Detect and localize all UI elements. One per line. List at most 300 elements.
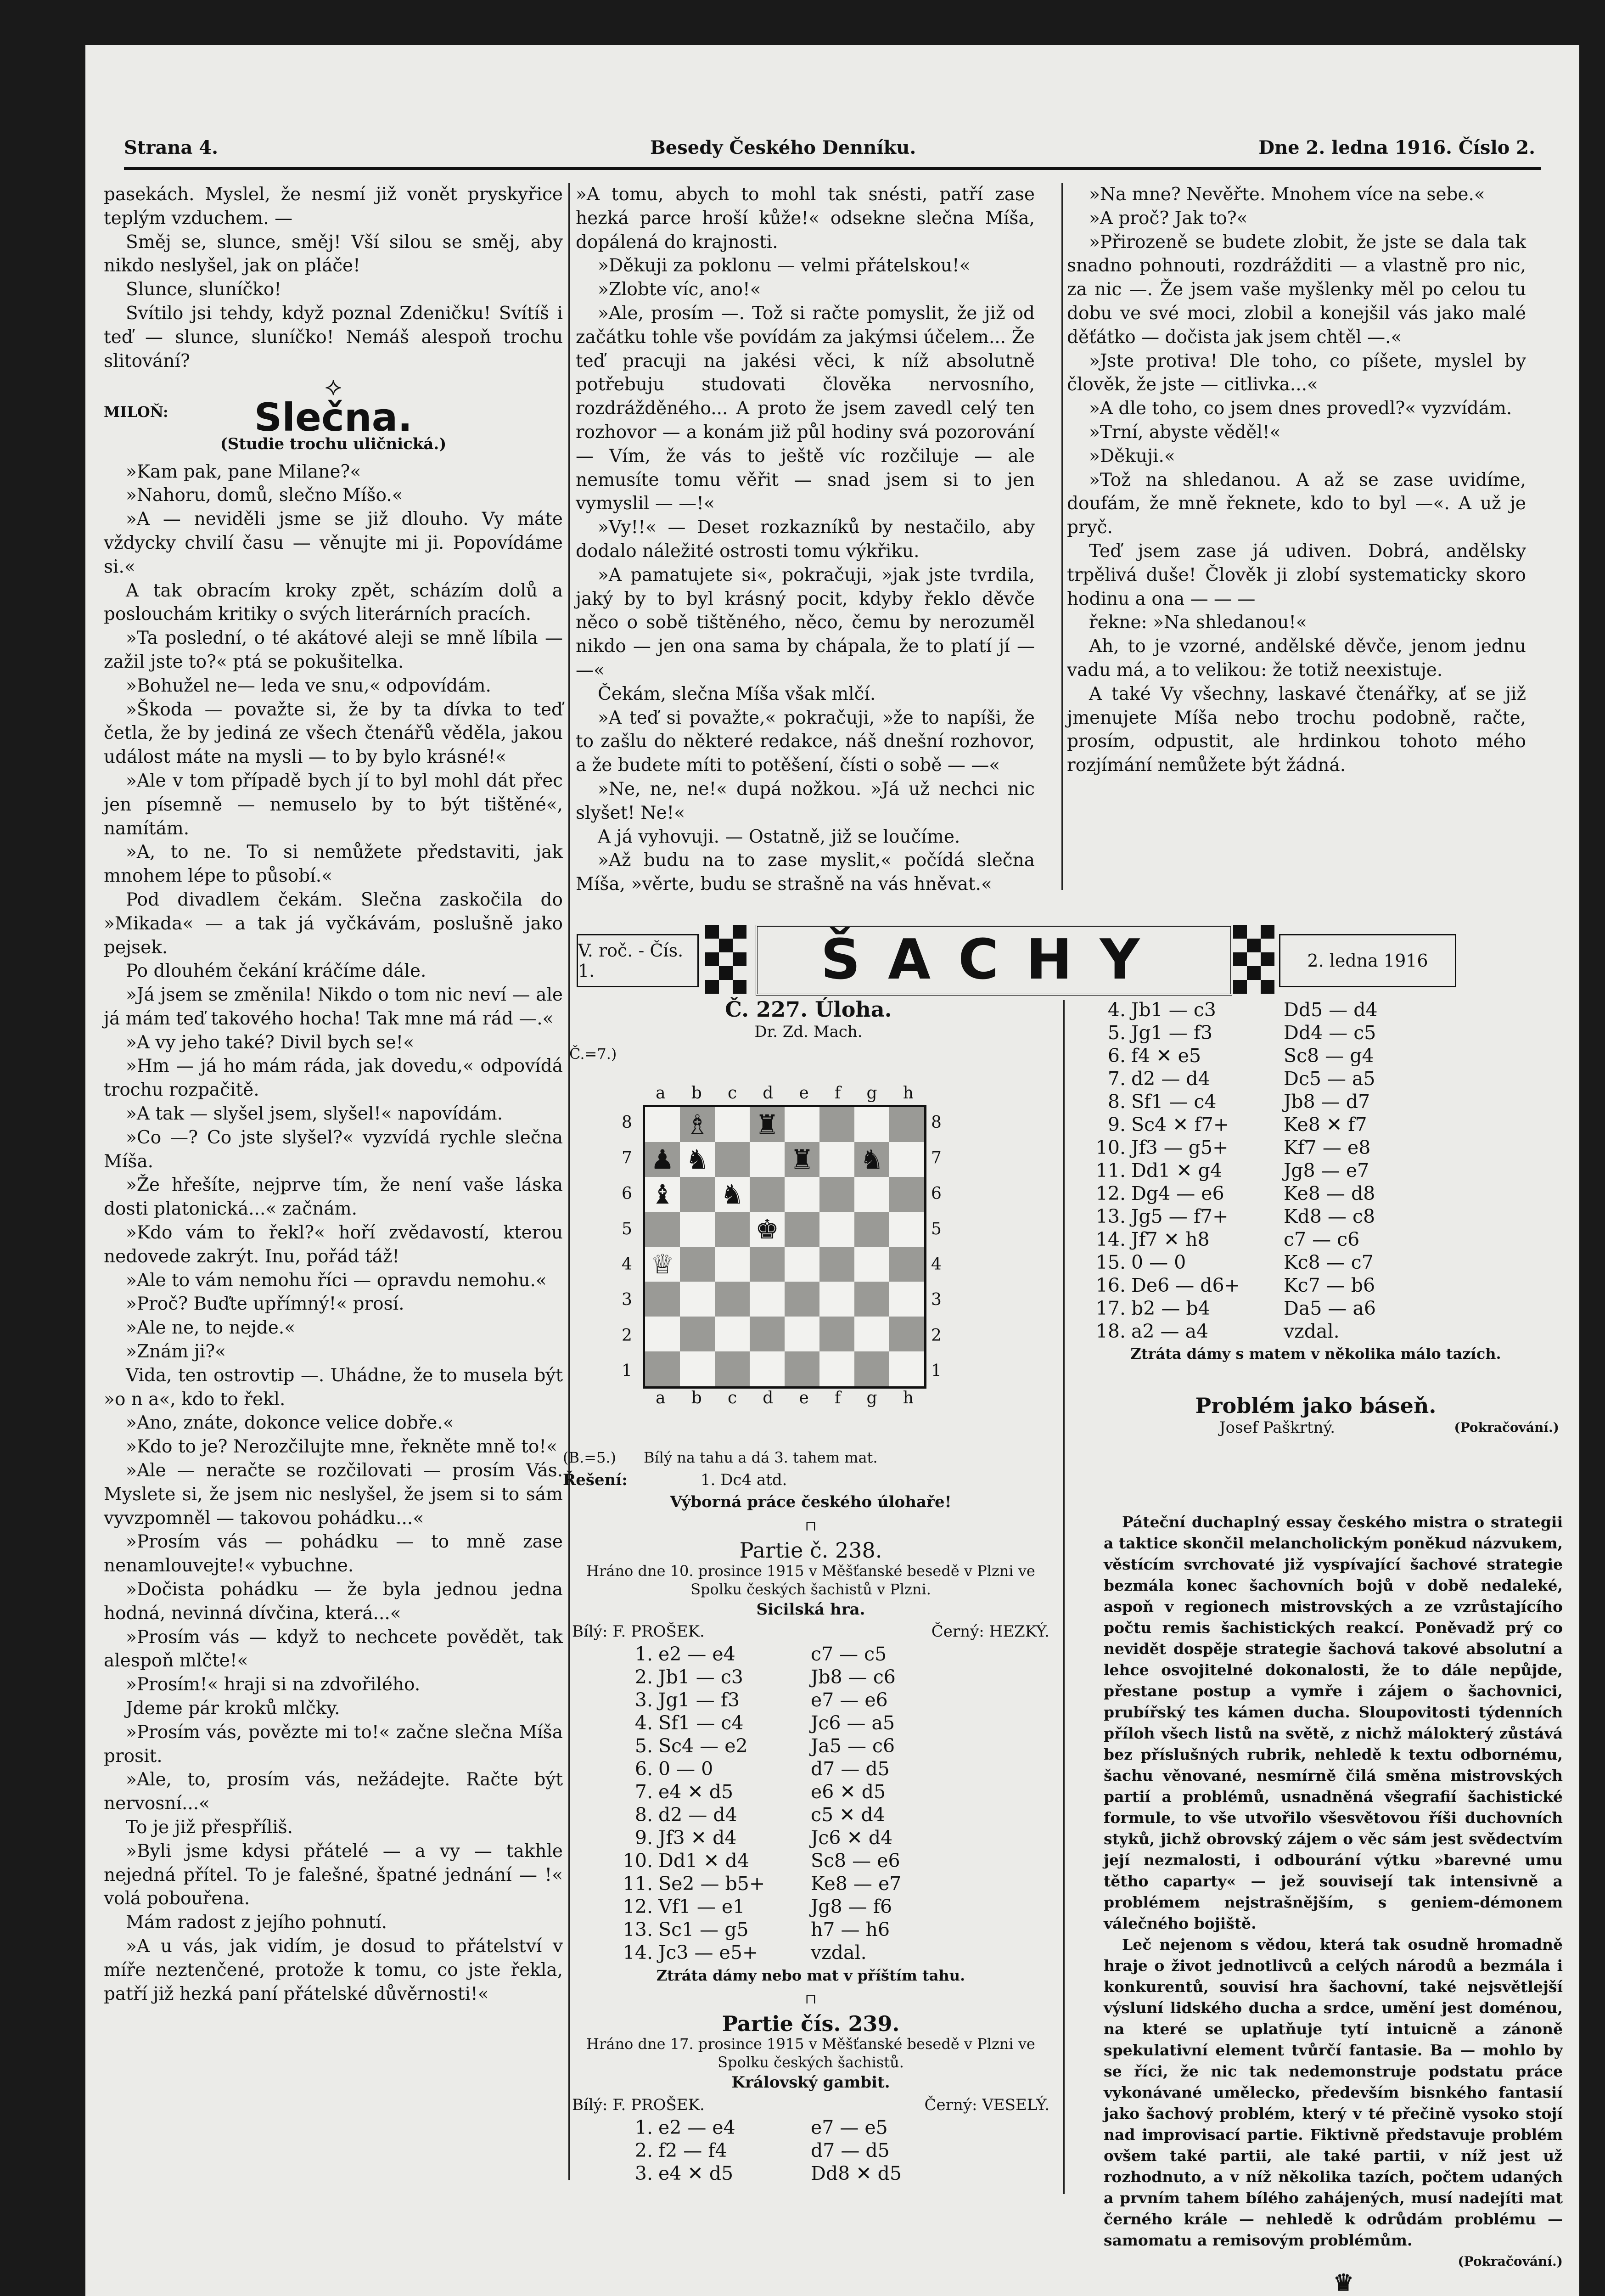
- game-238-moves: [618, 1643, 904, 1964]
- checker-ornament: [705, 925, 746, 994]
- move-row: [1091, 1044, 1381, 1067]
- move-row: [1091, 1090, 1381, 1113]
- board-square: [889, 1142, 924, 1177]
- paragraph: »Ne, ne, ne!« dupá nožkou. »Já už nechci nic slyšet! Ne!«: [576, 778, 1035, 823]
- paragraph: Jdeme pár kroků mlčky.: [126, 1698, 340, 1719]
- problem-caption: Bílý na tahu a dá 3. tahem mat.: [644, 1449, 878, 1466]
- move-row: [618, 2116, 904, 2139]
- move-number: 7.: [1107, 1067, 1126, 1090]
- story-body: [104, 460, 563, 2006]
- column-2: [576, 183, 1035, 896]
- move-row: [1091, 1205, 1381, 1228]
- paragraph: »A dle toho, co jsem dnes provedl?« vyzvídám.: [1089, 398, 1512, 419]
- move-row: [1091, 1274, 1381, 1297]
- paragraph: »Byli jsme kdysi přátelé — a vy — takhle nejedná přítel. To je falešné, špatné jednání — !« volá pobouřena.: [104, 1840, 563, 1909]
- black-move: Sc8 — g4: [1284, 1044, 1374, 1067]
- rank-label: 7: [622, 1148, 632, 1168]
- move-number: 14.: [623, 1941, 653, 1964]
- board-square: [819, 1107, 854, 1142]
- move-number: 16.: [1095, 1274, 1126, 1296]
- move-number: 1.: [634, 1643, 653, 1666]
- board-square: [854, 1247, 889, 1282]
- move-number: 6.: [634, 1758, 653, 1780]
- story-author: MILOŇ:: [104, 403, 168, 421]
- board-square: [785, 1177, 819, 1212]
- move-row: [618, 1643, 904, 1666]
- paragraph: Leč nejenom s vědou, která tak osudně hromadně hraje o život jednotlivců a celých národů a bezmála i konkurentů, souvisí hra šachovní, také nejsvětlejší výsluní lidského ducha a srdce, umění jest doménou, na které se uplatňuje tytí intuicně a zánoně spekulativní element tvůrčí fantasie. Ba — mohlo by se říci, že nic tak nedemonstruje podstatu práce vykonávané umělecko, především bisnkého fantasií jako šachový problém, který v té přečině vysoko stojí nad improvisací partie. Fiktivně představuje problém ovšem také partii, ale také partii, v níž jest už rozhodnuto, a v níž několika tazích, počtem udaných a prvním tahem bílého zahájených, musí nadejíti mat černého krále — nehledě k odrůdám problému — samomatu a remisovým problémům.: [1104, 1936, 1563, 2249]
- divider-ornament-icon: ⊓: [805, 1991, 817, 2007]
- game-238-title: Partie č. 238.: [739, 1538, 882, 1563]
- story-subtitle: (Studie trochu uličnická.): [220, 434, 447, 453]
- paragraph: Po dlouhém čekání kráčíme dále.: [126, 961, 427, 982]
- board-square: [645, 1351, 680, 1386]
- essay-title: Problém jako báseň.: [1195, 1393, 1437, 1418]
- move-row: [618, 1896, 904, 1919]
- white-move: Jg5 — f7+: [1131, 1205, 1229, 1227]
- black-move: Dd8 ✕ d5: [811, 2162, 902, 2184]
- move-row: [618, 1666, 904, 1689]
- problem-solution: [563, 1446, 1059, 2185]
- paragraph: »Kdo to je? Nerozčilujte mne, řekněte mně to!«: [126, 1436, 557, 1458]
- game-239-title: Partie čís. 239.: [722, 2011, 900, 2036]
- move-row: [1091, 1159, 1381, 1182]
- move-number: 4.: [1107, 998, 1126, 1021]
- board-square: [750, 1177, 785, 1212]
- paragraph: »Škoda — považte si, že by ta dívka to teď četla, že by jediná ze všech čtenářů věděla, jakou událost máte na mysli — to by bylo krásné!«: [104, 699, 563, 768]
- board-square: ♞: [854, 1142, 889, 1177]
- move-row: [1091, 1067, 1381, 1090]
- paragraph: »Že hřešíte, nejprve tím, že není vaše láska dosti platonická...« začnám.: [104, 1175, 563, 1220]
- file-label: h: [903, 1084, 914, 1103]
- board-square: [680, 1177, 715, 1212]
- white-move: f2 — f4: [658, 2139, 727, 2161]
- board-square: [854, 1317, 889, 1351]
- move-number: 13.: [1095, 1205, 1126, 1227]
- essay-continued-note: (Pokračování.): [1458, 2254, 1563, 2269]
- file-labels-top: [643, 1084, 926, 1103]
- board-square: [680, 1351, 715, 1386]
- move-row: [1091, 998, 1381, 1021]
- file-label: c: [727, 1389, 737, 1407]
- black-move: Da5 — a6: [1284, 1297, 1376, 1319]
- black-move: Sc8 — e6: [811, 1850, 900, 1872]
- white-move: d2 — d4: [1131, 1067, 1210, 1090]
- move-row: [1091, 1228, 1381, 1251]
- board-square: [819, 1177, 854, 1212]
- board-square: [889, 1351, 924, 1386]
- board-square: [889, 1317, 924, 1351]
- paragraph: »Ale ne, to nejde.«: [126, 1317, 296, 1339]
- rank-label: 8: [622, 1113, 632, 1132]
- black-move: e6 ✕ d5: [811, 1781, 886, 1803]
- paragraph: »Jste protiva! Dle toho, co píšete, myslel by člověk, že jste — citlivka...«: [1067, 350, 1526, 395]
- volume-label: V. roč. - Čís. 1.: [577, 934, 699, 987]
- move-number: 2.: [634, 1666, 653, 1688]
- white-move: 0 — 0: [658, 1758, 713, 1780]
- publication-title: Besedy Českého Denníku.: [650, 137, 916, 158]
- rank-label: 6: [622, 1184, 632, 1203]
- file-label: h: [903, 1389, 914, 1407]
- paragraph: »Prosím!« hraji si na zdvořilého.: [126, 1674, 421, 1695]
- rank-labels-right: [931, 1105, 942, 1389]
- move-number: 18.: [1095, 1320, 1126, 1342]
- move-row: [1091, 1182, 1381, 1205]
- paragraph: »Tož na shledanou. A až se zase uvidíme, doufám, že mně řeknete, kdo to byl —«. A už je pryč.: [1067, 469, 1526, 538]
- paragraph: »Hm — já ho mám ráda, jak dovedu,« odpovídá trochu rozpačitě.: [104, 1056, 563, 1101]
- board-square: [819, 1317, 854, 1351]
- white-move: Sf1 — c4: [658, 1712, 744, 1734]
- white-move: Sc4 ✕ f7+: [1131, 1113, 1229, 1136]
- white-move: a2 — a4: [1131, 1320, 1209, 1342]
- white-move: Jb1 — c3: [658, 1666, 743, 1688]
- chess-queen-icon: ♛: [1333, 2269, 1354, 2296]
- white-move: Dd1 ✕ g4: [1131, 1159, 1222, 1182]
- board-square: [645, 1212, 680, 1247]
- move-number: 8.: [634, 1804, 653, 1826]
- paragraph: Teď jsem zase já udiven. Dobrá, andělsky trpělivá duše! Člověk ji zlobí systematicky skoro hodinu a ona — — —: [1067, 540, 1526, 609]
- move-row: [618, 1827, 904, 1850]
- file-label: a: [656, 1389, 666, 1407]
- banner-date: 2. ledna 1916: [1279, 934, 1456, 987]
- paragraph: »Až budu na to zase myslit,« počídá slečna Míša, »věrte, budu se strašně na vás hněvat.«: [576, 850, 1035, 895]
- paragraph: Slunce, sluníčko!: [126, 279, 281, 300]
- board-square: [889, 1177, 924, 1212]
- paragraph: »A, to ne. To si nemůžete představiti, jak mnohem lépe to působí.«: [104, 842, 563, 887]
- move-number: 11.: [623, 1873, 653, 1895]
- game-238-white: Bílý: F. PROŠEK.: [572, 1622, 705, 1641]
- paragraph: »A tomu, abych to mohl tak snésti, patří zase hezká parce hroší kůže!« odsekne slečna Míša, dopálená do krajnosti.: [576, 184, 1035, 253]
- board-square: [854, 1351, 889, 1386]
- move-number: 15.: [1095, 1251, 1126, 1273]
- paragraph: »Bohužel ne— leda ve snu,« odpovídám.: [126, 675, 491, 696]
- paragraph: »Co —? Co jste slyšel?« vyzvídá rychle slečna Míša.: [104, 1127, 563, 1172]
- rank-label: 2: [622, 1326, 632, 1345]
- move-number: 7.: [634, 1781, 653, 1803]
- rank-label: 2: [931, 1326, 942, 1345]
- board-square: [854, 1282, 889, 1317]
- move-number: 8.: [1107, 1090, 1126, 1113]
- white-move: Jf7 ✕ h8: [1131, 1228, 1210, 1250]
- board-square: [785, 1212, 819, 1247]
- black-move: Jg8 — e7: [1284, 1159, 1369, 1182]
- board-square: [889, 1212, 924, 1247]
- board-square: [854, 1107, 889, 1142]
- board-square: [645, 1107, 680, 1142]
- paragraph: »Ale — neračte se rozčilovati — prosím Vás. Myslete si, že jsem nic neslyšel, že jsem si to sám vyvzpomněl — takovou pohádku...«: [104, 1460, 563, 1529]
- paragraph: Vida, ten ostrovtip —. Uhádne, že to musela být »o n a«, kdo to řekl.: [104, 1365, 563, 1410]
- file-label: g: [866, 1084, 877, 1103]
- board-square: [750, 1351, 785, 1386]
- paragraph: »Dočista pohádku — že byla jednou jedna hodná, nevinná dívčina, která...«: [104, 1579, 563, 1624]
- paragraph: »Ale, prosím —. Tož si račte pomyslit, že již od začátku tohle vše povídám za jakýmsi účelem... Že teď pracuji na jakési věci, k níž absolutně potřebuju studovati člověka nervosního, rozdrážděného... A proto že jsem zavedl celý ten rozhovor — a konám již půl hodiny svá pozorování — Vím, že vás to ještě víc rozčiluje — ale nemusíte tomu věřit — snad jsem si to jen vymyslil — —!«: [576, 303, 1035, 514]
- move-number: 14.: [1095, 1228, 1126, 1250]
- black-move: Ke8 ✕ f7: [1284, 1113, 1367, 1136]
- paragraph: Pod divadlem čekám. Slečna zaskočila do »Mikada« — a tak já vyčkávám, poslušně jako pejsek.: [104, 889, 563, 958]
- chess-column-left: [558, 998, 1059, 1065]
- board-square: [715, 1107, 750, 1142]
- paragraph: A já vyhovuji. — Ostatně, již se loučíme.: [598, 826, 960, 847]
- solution-label: Řešení:: [563, 1470, 628, 1489]
- paragraph: »Ta poslední, o té akátové aleji se mně líbila — zažil jste to?« ptá se pokušitelka.: [104, 628, 563, 672]
- black-move: Kc7 — b6: [1284, 1274, 1375, 1296]
- black-move: c5 ✕ d4: [811, 1804, 885, 1826]
- paragraph: »Prosím vás, povězte mi to!« začne slečna Míša prosit.: [104, 1722, 563, 1767]
- move-row: [1091, 1297, 1381, 1320]
- white-move: Sf1 — c4: [1131, 1090, 1217, 1113]
- game-239-info: Hráno dne 17. prosince 1915 v Měšťanské besedě v Plzni ve Spolku českých šachistů.: [586, 2035, 1035, 2071]
- board-square: [854, 1177, 889, 1212]
- rank-label: 5: [931, 1219, 942, 1238]
- board-square: ♟: [645, 1142, 680, 1177]
- black-move: Jc6 — a5: [811, 1712, 895, 1734]
- board-square: [819, 1142, 854, 1177]
- column-1: [104, 183, 563, 2006]
- move-row: [618, 1758, 904, 1781]
- black-move: Ke8 — d8: [1284, 1182, 1375, 1204]
- white-move: De6 — d6+: [1131, 1274, 1240, 1296]
- board-square: [645, 1317, 680, 1351]
- white-move: Dd1 ✕ d4: [658, 1850, 749, 1872]
- rank-label: 3: [622, 1290, 632, 1310]
- paragraph: Čekám, slečna Míša však mlčí.: [598, 683, 876, 704]
- board-square: [715, 1247, 750, 1282]
- paragraph: To je již přespříliš.: [126, 1817, 293, 1838]
- paragraph: »A vy jeho také? Divil bych se!«: [126, 1032, 415, 1053]
- file-label: d: [763, 1084, 774, 1103]
- paragraph: »Kam pak, pane Milane?«: [126, 461, 361, 482]
- section-title: ŠACHY: [756, 925, 1232, 996]
- board-square: ♞: [715, 1177, 750, 1212]
- white-move: Jc3 — e5+: [658, 1941, 758, 1964]
- issue-date: Dne 2. ledna 1916. Číslo 2.: [1258, 137, 1535, 158]
- file-label: f: [834, 1389, 841, 1407]
- paragraph: »Prosím vás — pohádku — to mně zase nenamlouvejte!« vybuchne.: [104, 1531, 563, 1576]
- paragraph: »Na mne? Nevěřte. Mnohem více na sebe.«: [1089, 184, 1485, 205]
- black-move: Jg8 — f6: [811, 1896, 892, 1918]
- move-row: [1091, 1320, 1381, 1343]
- paragraph: »Ale to vám nemohu říci — opravdu nemohu.«: [126, 1270, 547, 1291]
- white-move: Dg4 — e6: [1131, 1182, 1224, 1204]
- move-number: 1.: [634, 2116, 653, 2138]
- move-row: [618, 1941, 904, 1964]
- rank-label: 1: [931, 1361, 942, 1380]
- paragraph: »Trní, abyste věděl!«: [1089, 422, 1281, 443]
- paragraph: A také Vy všechny, laskavé čtenářky, ať se již jmenujete Míša nebo trochu podobně, račte, prosím, odpustit, ale hrdinkou tohoto mého rozjímání nemůžete být žádná.: [1067, 683, 1526, 776]
- paragraph: »Kdo vám to řekl?« hoří zvědavostí, kterou nedovede zakrýt. Inu, pořád táž!: [104, 1222, 563, 1267]
- white-move: d2 — d4: [658, 1804, 737, 1826]
- black-move: Dc5 — a5: [1284, 1067, 1375, 1090]
- paragraph: řekne: »Na shledanou!«: [1089, 612, 1307, 633]
- paragraph: Mám radost z jejího pohnutí.: [126, 1912, 387, 1933]
- paragraph: Páteční duchaplný essay českého mistra o strategii a taktice skončil melancholickým poněkud názvukem, věstícím svrchovaté již vyspívající šachové strategie bezmála konec šachovních bojů v době nedaleké, aspoň v regionech mistrovských a ze vzrůstajícího počtu remis šachistických reakcí. Poněvadž prý co nevidět dospěje strategie šachová takové absolutní a lehce osvojitelné dokonalosti, že to dále nepůjde, přestane postup a vymře i zájem o šachovnici, prubířský tes kámen ducha. Sloupovitosti týdenních příloh všech listů na světě, z nichž málokterý zůstává bez příslušných rubrik, nehledě k textu odbornému, šachu věnované, nesmírně čilá směna mistrovských partií a problémů, usnadněná všegrafií šachistické formule, to vše utvořilo všesvětovou říši duchovních styků, jichž obrovský zájem o věc sám jest svědectvím její nezmalosti, i odbourání výtku »barevné umu tětho caparty« — jež souvisejí tak intensivně a problémem nejstrašnějším, s geniem-démonem válečného bojiště.: [1104, 1513, 1563, 1932]
- paragraph: »A tak — slyšel jsem, slyšel!« napovídám.: [126, 1103, 503, 1125]
- game-239-result: Ztráta dámy s matem v několika málo tazích.: [1130, 1345, 1501, 1362]
- board-square: [785, 1247, 819, 1282]
- game-239-moves: [618, 2116, 904, 2185]
- essay-author: Josef Paškrtný.: [1219, 1418, 1336, 1437]
- board-square: [680, 1247, 715, 1282]
- move-number: 3.: [634, 1689, 653, 1711]
- file-label: f: [834, 1084, 841, 1103]
- file-label: d: [763, 1389, 774, 1407]
- black-move: vzdal.: [811, 1941, 867, 1964]
- game-238-result: Ztráta dámy nebo mat v příštím tahu.: [656, 1966, 965, 1984]
- rank-label: 8: [931, 1113, 942, 1132]
- move-number: 5.: [634, 1735, 653, 1757]
- white-move: e2 — e4: [658, 1643, 735, 1666]
- move-number: 11.: [1095, 1159, 1126, 1182]
- move-row: [1091, 1113, 1381, 1136]
- white-move: e4 ✕ d5: [658, 2162, 734, 2184]
- move-row: [618, 1735, 904, 1758]
- file-label: g: [866, 1389, 877, 1407]
- board-square: [750, 1247, 785, 1282]
- paragraph: »Nahoru, domů, slečno Míšo.«: [126, 485, 403, 506]
- white-move: Vf1 — e1: [658, 1896, 745, 1918]
- board-square: ♞: [680, 1142, 715, 1177]
- paragraph: A tak obracím kroky zpět, scházím dolů a poslouchám kritiky o svých literárních pracích.: [104, 580, 563, 625]
- paragraph: »Zlobte víc, ano!«: [598, 279, 761, 300]
- move-row: [618, 1712, 904, 1735]
- paragraph: pasekách. Myslel, že nesmí již vonět pryskyřice teplým vzduchem. —: [104, 184, 563, 229]
- white-move: Jf3 — g5+: [1131, 1136, 1229, 1159]
- black-move: h7 — h6: [811, 1919, 890, 1941]
- black-move: Jc6 ✕ d4: [811, 1827, 893, 1849]
- move-number: 2.: [634, 2139, 653, 2161]
- move-row: [618, 1781, 904, 1804]
- board-square: ♚: [750, 1212, 785, 1247]
- header-rule: [124, 167, 1541, 170]
- move-number: 4.: [634, 1712, 653, 1734]
- black-move: Jb8 — d7: [1284, 1090, 1370, 1113]
- file-label: e: [799, 1389, 809, 1407]
- rank-labels-left: [622, 1105, 632, 1389]
- black-move: Jb8 — c6: [811, 1666, 896, 1688]
- paragraph: »Ano, znáte, dokonce velice dobře.«: [126, 1412, 454, 1434]
- paragraph: »Děkuji.«: [1089, 445, 1175, 467]
- white-move: b2 — b4: [1131, 1297, 1210, 1319]
- divider-ornament-icon: ⊓: [805, 1518, 817, 1534]
- section-ornament-icon: ⟡: [325, 371, 342, 402]
- paragraph: »Přirozeně se budete zlobit, že jste se dala tak snadno pohnouti, rozdrážditi — a vlastně pro nic, za nic —. Že jsem vaše myšlenky měl po celou tu dobu ve své moci, zlobil a konejšil vás jako malé děťátko — dočista jak jsem chtěl —.«: [1067, 231, 1526, 348]
- paragraph: »A pamatujete si«, pokračuji, »jak jste tvrdila, jaký by to byl krásný pocit, kdyby řeklo děvče něco o sobě tištěného, něco, čemu by nerozuměl nikdo — jen ona sama by chápala, že to platí jí — —«: [576, 564, 1035, 681]
- essay-continued-note: (Pokračování.): [1454, 1420, 1559, 1435]
- column-divider: [1063, 1000, 1065, 2194]
- white-move: Jb1 — c3: [1131, 998, 1216, 1021]
- paragraph: »A proč? Jak to?«: [1089, 208, 1248, 229]
- board-square: [680, 1212, 715, 1247]
- story-title: Slečna.: [254, 394, 413, 440]
- board-square: [854, 1212, 889, 1247]
- paragraph: »Ale v tom případě bych jí to byl mohl dát přec jen písemně — nemuselo by to být tištěné«, namítám.: [104, 770, 563, 839]
- rank-label: 6: [931, 1184, 942, 1203]
- move-row: [1091, 1021, 1381, 1044]
- newspaper-page: [85, 45, 1579, 2296]
- file-labels-bottom: [643, 1389, 926, 1407]
- move-number: 12.: [1095, 1182, 1126, 1204]
- black-move: vzdal.: [1284, 1320, 1340, 1342]
- board-square: [785, 1107, 819, 1142]
- board-square: [889, 1107, 924, 1142]
- black-move: d7 — d5: [811, 2139, 890, 2161]
- board-square: [819, 1351, 854, 1386]
- board-square: [715, 1282, 750, 1317]
- file-label: b: [691, 1084, 702, 1103]
- white-move: Sc4 — e2: [658, 1735, 748, 1757]
- move-row: [618, 2162, 904, 2185]
- paragraph: »Děkuji za poklonu — velmi přátelskou!«: [598, 255, 971, 276]
- board-square: [645, 1282, 680, 1317]
- move-number: 6.: [1107, 1044, 1126, 1067]
- checker-ornament: [1233, 925, 1274, 994]
- rank-label: 1: [622, 1361, 632, 1380]
- board-square: [819, 1212, 854, 1247]
- file-label: b: [691, 1389, 702, 1407]
- move-row: [618, 1850, 904, 1873]
- chess-banner: [577, 925, 1458, 994]
- game-239-opening: Královský gambit.: [731, 2073, 890, 2092]
- paragraph: Svítilo jsi tehdy, když poznal Zdeničku! Svítíš i teď — slunce, sluníčko! Nemáš alespoň trochu slitování?: [104, 303, 563, 371]
- move-number: 9.: [634, 1827, 653, 1849]
- board-square: [750, 1317, 785, 1351]
- black-move: Dd5 — d4: [1284, 998, 1378, 1021]
- black-move: Kc8 — c7: [1284, 1251, 1374, 1273]
- game-238-black: Černý: HEZKÝ.: [931, 1622, 1049, 1641]
- essay-body: [1104, 1512, 1563, 2296]
- move-number: 10.: [623, 1850, 653, 1872]
- black-move: e7 — e5: [811, 2116, 888, 2138]
- paragraph: Ah, to je vzorné, andělské děvče, jenom jednu vadu má, a to velikou: že totiž neexistuje.: [1067, 636, 1526, 681]
- black-move: Kd8 — c8: [1284, 1205, 1375, 1227]
- problem-title: Č. 227. Úloha.: [725, 997, 892, 1022]
- column-divider: [1061, 183, 1063, 890]
- move-number: 9.: [1107, 1113, 1126, 1136]
- paragraph: »Proč? Buďte upřímný!« prosí.: [126, 1294, 404, 1315]
- move-row: [1091, 1251, 1381, 1274]
- board-square: [750, 1282, 785, 1317]
- move-number: 12.: [623, 1896, 653, 1918]
- paragraph: »A teď si považte,« pokračuji, »že to napíši, že to zašlu do některé redakce, náš dnešní rozhovor, a že budete míti to potěšení, čísti o sobě — —«: [576, 707, 1035, 776]
- board-square: [680, 1317, 715, 1351]
- board-square: [715, 1212, 750, 1247]
- paragraph: »Ale, to, prosím vás, nežádejte. Račte být nervosní...«: [104, 1769, 563, 1814]
- file-label: c: [727, 1084, 737, 1103]
- white-move: f4 ✕ e5: [1131, 1044, 1201, 1067]
- board-square: ♕: [645, 1247, 680, 1282]
- board-square: [785, 1351, 819, 1386]
- board-square: ♜: [785, 1142, 819, 1177]
- white-move: Jg1 — f3: [658, 1689, 740, 1711]
- move-number: 13.: [623, 1919, 653, 1941]
- white-piece-count: (B.=5.): [563, 1449, 616, 1466]
- white-move: 0 — 0: [1131, 1251, 1186, 1273]
- paragraph: »Znám ji?«: [126, 1341, 226, 1362]
- game-238-opening: Sicilská hra.: [756, 1600, 865, 1619]
- chessboard: [643, 1105, 926, 1389]
- rank-label: 5: [622, 1219, 632, 1238]
- board-square: [715, 1351, 750, 1386]
- board-square: [680, 1282, 715, 1317]
- move-number: 3.: [634, 2162, 653, 2184]
- board-square: [785, 1317, 819, 1351]
- white-move: e2 — e4: [658, 2116, 735, 2138]
- move-number: 17.: [1095, 1297, 1126, 1319]
- white-move: Jf3 ✕ d4: [658, 1827, 737, 1849]
- move-row: [618, 1804, 904, 1827]
- rank-label: 3: [931, 1290, 942, 1310]
- black-move: c7 — c5: [811, 1643, 887, 1666]
- solution-note: Výborná práce českého úlohaře!: [670, 1493, 952, 1511]
